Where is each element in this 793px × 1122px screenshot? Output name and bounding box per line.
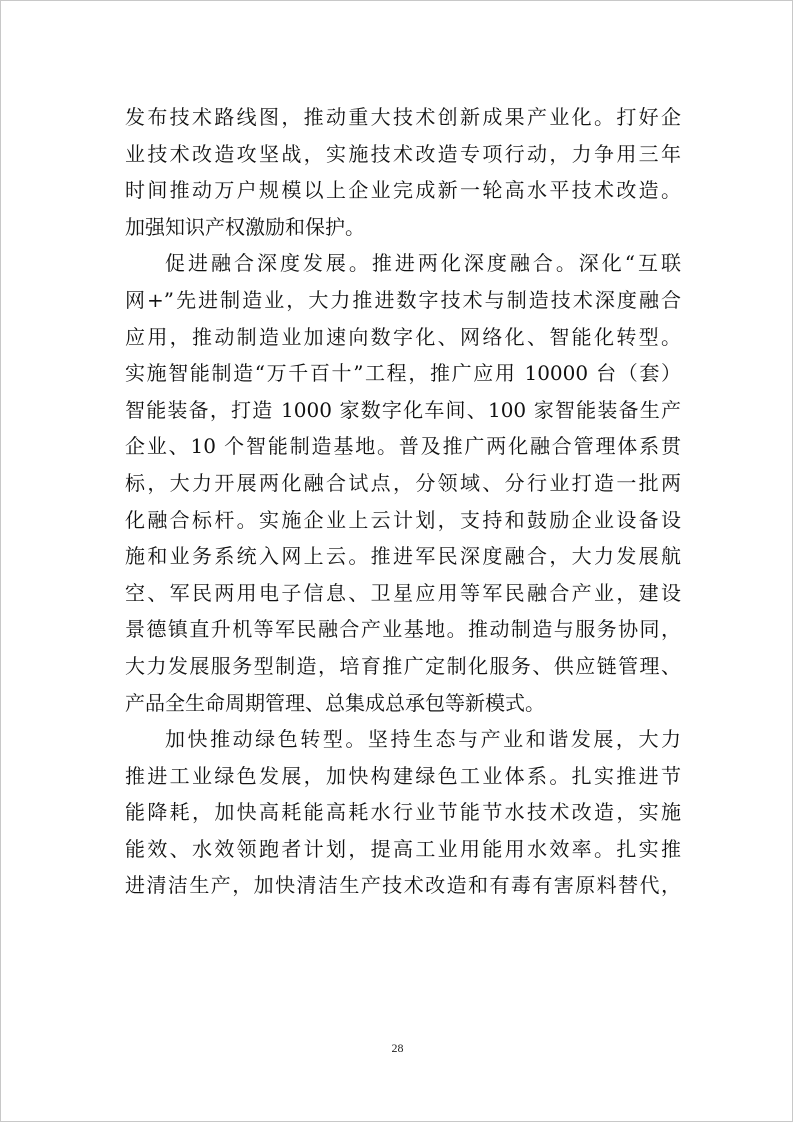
text-line: 化融合标杆。实施企业上云计划，支持和鼓励企业设备设 — [125, 507, 681, 532]
text-line: 时间推动万户规模以上企业完成新一轮高水平技术改造。 — [125, 178, 681, 203]
text-line: 能效、水效领跑者计划，提高工业用能用水效率。扎实推 — [125, 836, 681, 861]
page-number: 28 — [391, 1041, 404, 1055]
text-line: 发布技术路线图，推动重大技术创新成果产业化。打好企 — [125, 105, 681, 129]
text-line: 标，大力开展两化融合试点，分领域、分行业打造一批两 — [125, 470, 681, 495]
text-line: 大力发展服务型制造，培育推广定制化服务、供应链管理、 — [125, 653, 681, 678]
text-line: 业技术改造攻坚战，实施技术改造专项行动，力争用三年 — [125, 141, 681, 166]
text-line: 景德镇直升机等军民融合产业基地。推动制造与服务协同， — [125, 617, 681, 642]
text-line: 促进融合深度发展。推进两化深度融合。深化“互联 — [165, 251, 681, 276]
text-line: 空、军民两用电子信息、卫星应用等军民融合产业，建设 — [125, 580, 681, 605]
text-line: 加快推动绿色转型。坚持生态与产业和谐发展，大力 — [165, 727, 681, 752]
text-line: 能降耗，加快高耗能高耗水行业节能节水技术改造，实施 — [125, 800, 681, 825]
text-line: 产品全生命周期管理、总集成总承包等新模式。 — [125, 690, 545, 715]
paragraph — [125, 99, 681, 245]
body-text — [125, 99, 681, 904]
text-line: 施和业务系统入网上云。推进军民深度融合，大力发展航 — [125, 544, 681, 569]
text-line: 实施智能制造“万千百十”工程，推广应用 10000 台（套） — [125, 361, 681, 386]
paragraph — [125, 721, 681, 904]
paragraph — [125, 245, 681, 721]
text-line: 企业、10 个智能制造基地。普及推广两化融合管理体系贯 — [125, 434, 681, 459]
text-line: 加强知识产权激励和保护。 — [125, 214, 365, 239]
text-line: 智能装备，打造 1000 家数字化车间、100 家智能装备生产 — [125, 397, 681, 422]
text-line: 推进工业绿色发展，加快构建绿色工业体系。扎实推进节 — [125, 763, 681, 788]
text-line: 网+”先进制造业，大力推进数字技术与制造技术深度融合 — [125, 287, 681, 312]
text-line: 进清洁生产，加快清洁生产技术改造和有毒有害原料替代， — [125, 873, 681, 898]
text-line: 应用，推动制造业加速向数字化、网络化、智能化转型。 — [125, 324, 681, 349]
